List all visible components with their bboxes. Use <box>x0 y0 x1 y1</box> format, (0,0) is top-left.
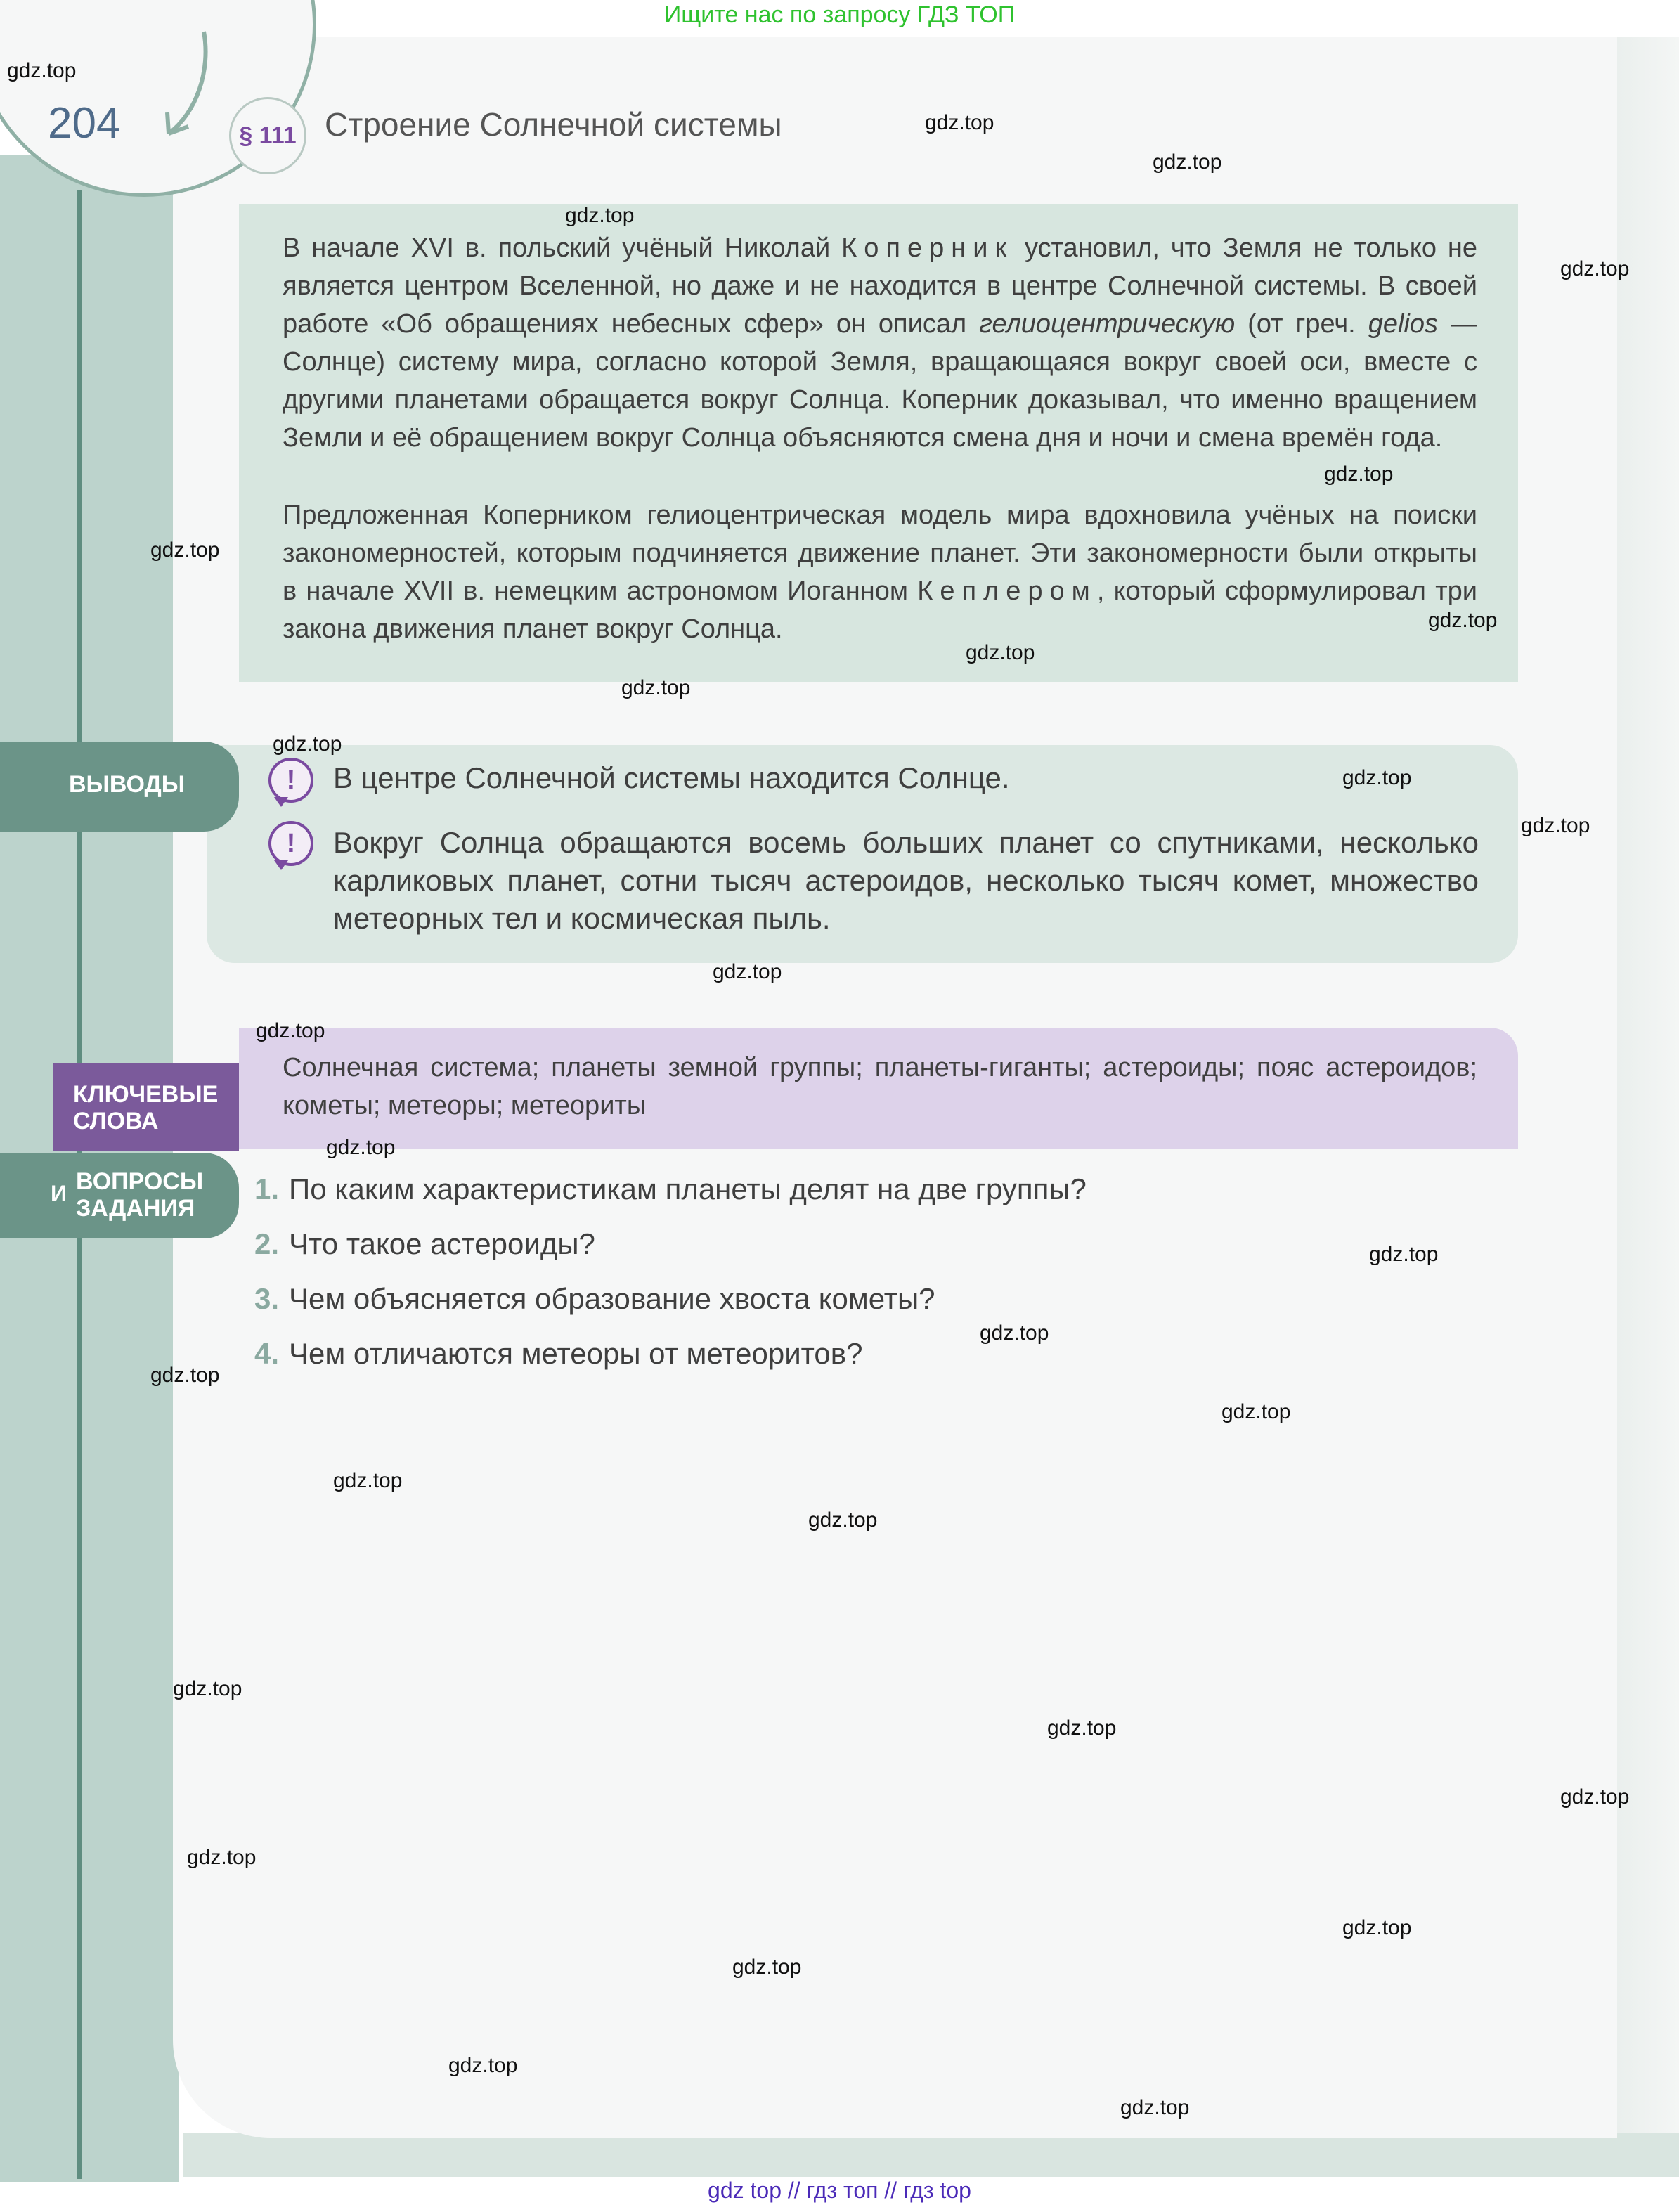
conclusion-item: В центре Солнечной системы находится Солнце. <box>333 761 1010 794</box>
exclamation-icon: ! <box>268 758 313 803</box>
watermark: gdz.top <box>256 1019 325 1042</box>
question-item: 3. Чем объясняется образование хвоста кометы? <box>254 1282 935 1315</box>
watermark: gdz.top <box>333 1469 403 1492</box>
main-text-box <box>239 204 1518 682</box>
questions-tab: И ВОПРОСЫ ЗАДАНИЯ <box>0 1153 239 1238</box>
watermark: gdz.top <box>1560 257 1630 280</box>
watermark: gdz.top <box>448 2054 518 2077</box>
name-kepler: Кеплером <box>917 576 1097 606</box>
watermark: gdz.top <box>1521 814 1590 837</box>
section-number-badge: § 111 <box>229 97 306 174</box>
section-title: Строение Солнечной системы <box>325 106 782 143</box>
top-banner[interactable]: Ищите нас по запросу ГДЗ ТОП <box>663 1 1016 28</box>
watermark: gdz.top <box>621 676 691 699</box>
keywords-tab: КЛЮЧЕВЫЕ СЛОВА <box>53 1063 239 1151</box>
watermark: gdz.top <box>565 204 635 227</box>
page-bottom-edge <box>183 2133 1679 2177</box>
watermark: gdz.top <box>1221 1400 1291 1423</box>
watermark: gdz.top <box>273 732 342 756</box>
watermark: gdz.top <box>713 960 782 983</box>
watermark: gdz.top <box>1369 1243 1439 1266</box>
keywords-text: Солнечная система; планеты земной группы; планеты-гиганты; астероиды; пояс астероидов; кометы; метеоры; метеориты <box>283 1053 1477 1120</box>
question-item: 2. Что такое астероиды? <box>254 1227 595 1260</box>
bottom-banner[interactable]: gdz top // гдз топ // гдз top <box>708 2178 971 2203</box>
page-edge-shadow <box>1609 37 1679 2177</box>
term-gelios: gelios <box>1368 309 1439 339</box>
watermark: gdz.top <box>187 1846 257 1869</box>
name-copernicus: Коперник <box>841 233 1014 263</box>
watermark: gdz.top <box>925 111 994 134</box>
exclamation-icon: ! <box>268 821 313 866</box>
watermark: gdz.top <box>980 1321 1049 1345</box>
conclusions-tab: ВЫВОДЫ <box>0 742 239 832</box>
watermark: gdz.top <box>1342 766 1412 789</box>
watermark: gdz.top <box>1324 463 1394 486</box>
keywords-box <box>239 1028 1518 1149</box>
watermark: gdz.top <box>1342 1916 1412 1939</box>
watermark: gdz.top <box>7 59 77 82</box>
watermark: gdz.top <box>808 1508 878 1532</box>
watermark: gdz.top <box>1428 609 1498 632</box>
watermark: gdz.top <box>1153 150 1222 174</box>
watermark: gdz.top <box>326 1136 396 1159</box>
paragraph-kepler: Предложенная Коперником гелиоцентрическая модель мира вдохновила учёных на поиски закономерностей, которым подчиняется движение планет. Эти закономерности были открыты в начале XVII в. немецким астрономом Иоганном Кеплером, который сформулировал три закона движения планет вокруг Солнца. <box>283 500 1477 644</box>
question-item: 1. По каким характеристикам планеты делят на две группы? <box>254 1172 1087 1205</box>
conclusion-item: Вокруг Солнца обращаются восемь больших планет со спутниками, несколько карликовых планет, сотни тысяч астероидов, несколько тысяч комет, множество метеорных тел и космическая пыль. <box>333 826 1479 935</box>
watermark: gdz.top <box>732 1955 802 1979</box>
term-heliocentric: гелиоцентрическую <box>979 309 1236 339</box>
watermark: gdz.top <box>1560 1785 1630 1809</box>
watermark: gdz.top <box>150 538 220 562</box>
curved-arrow-icon <box>155 28 218 148</box>
paragraph-copernicus: В начале XVI в. польский учёный Николай Коперник установил, что Земля не только не является центром Вселенной, но даже и не находится в центре Солнечной системы. В своей работе «Об обращениях небесных сфер» он описал гелиоцентрическую (от греч. gelios — Солнце) систему мира, согласно которой Земля, вращающаяся вокруг своей оси, вместе с другими планетами обращается вокруг Солнца. Коперник доказывал, что именно вращением Земли и её обращением вокруг Солнца объясняются смена дня и ночи и смена времён года. <box>283 233 1477 453</box>
watermark: gdz.top <box>1120 2096 1190 2119</box>
watermark: gdz.top <box>150 1364 220 1387</box>
watermark: gdz.top <box>173 1677 242 1700</box>
question-item: 4. Чем отличаются метеоры от метеоритов? <box>254 1337 863 1370</box>
watermark: gdz.top <box>1047 1716 1117 1740</box>
page-number: 204 <box>48 99 121 148</box>
watermark: gdz.top <box>966 641 1035 664</box>
